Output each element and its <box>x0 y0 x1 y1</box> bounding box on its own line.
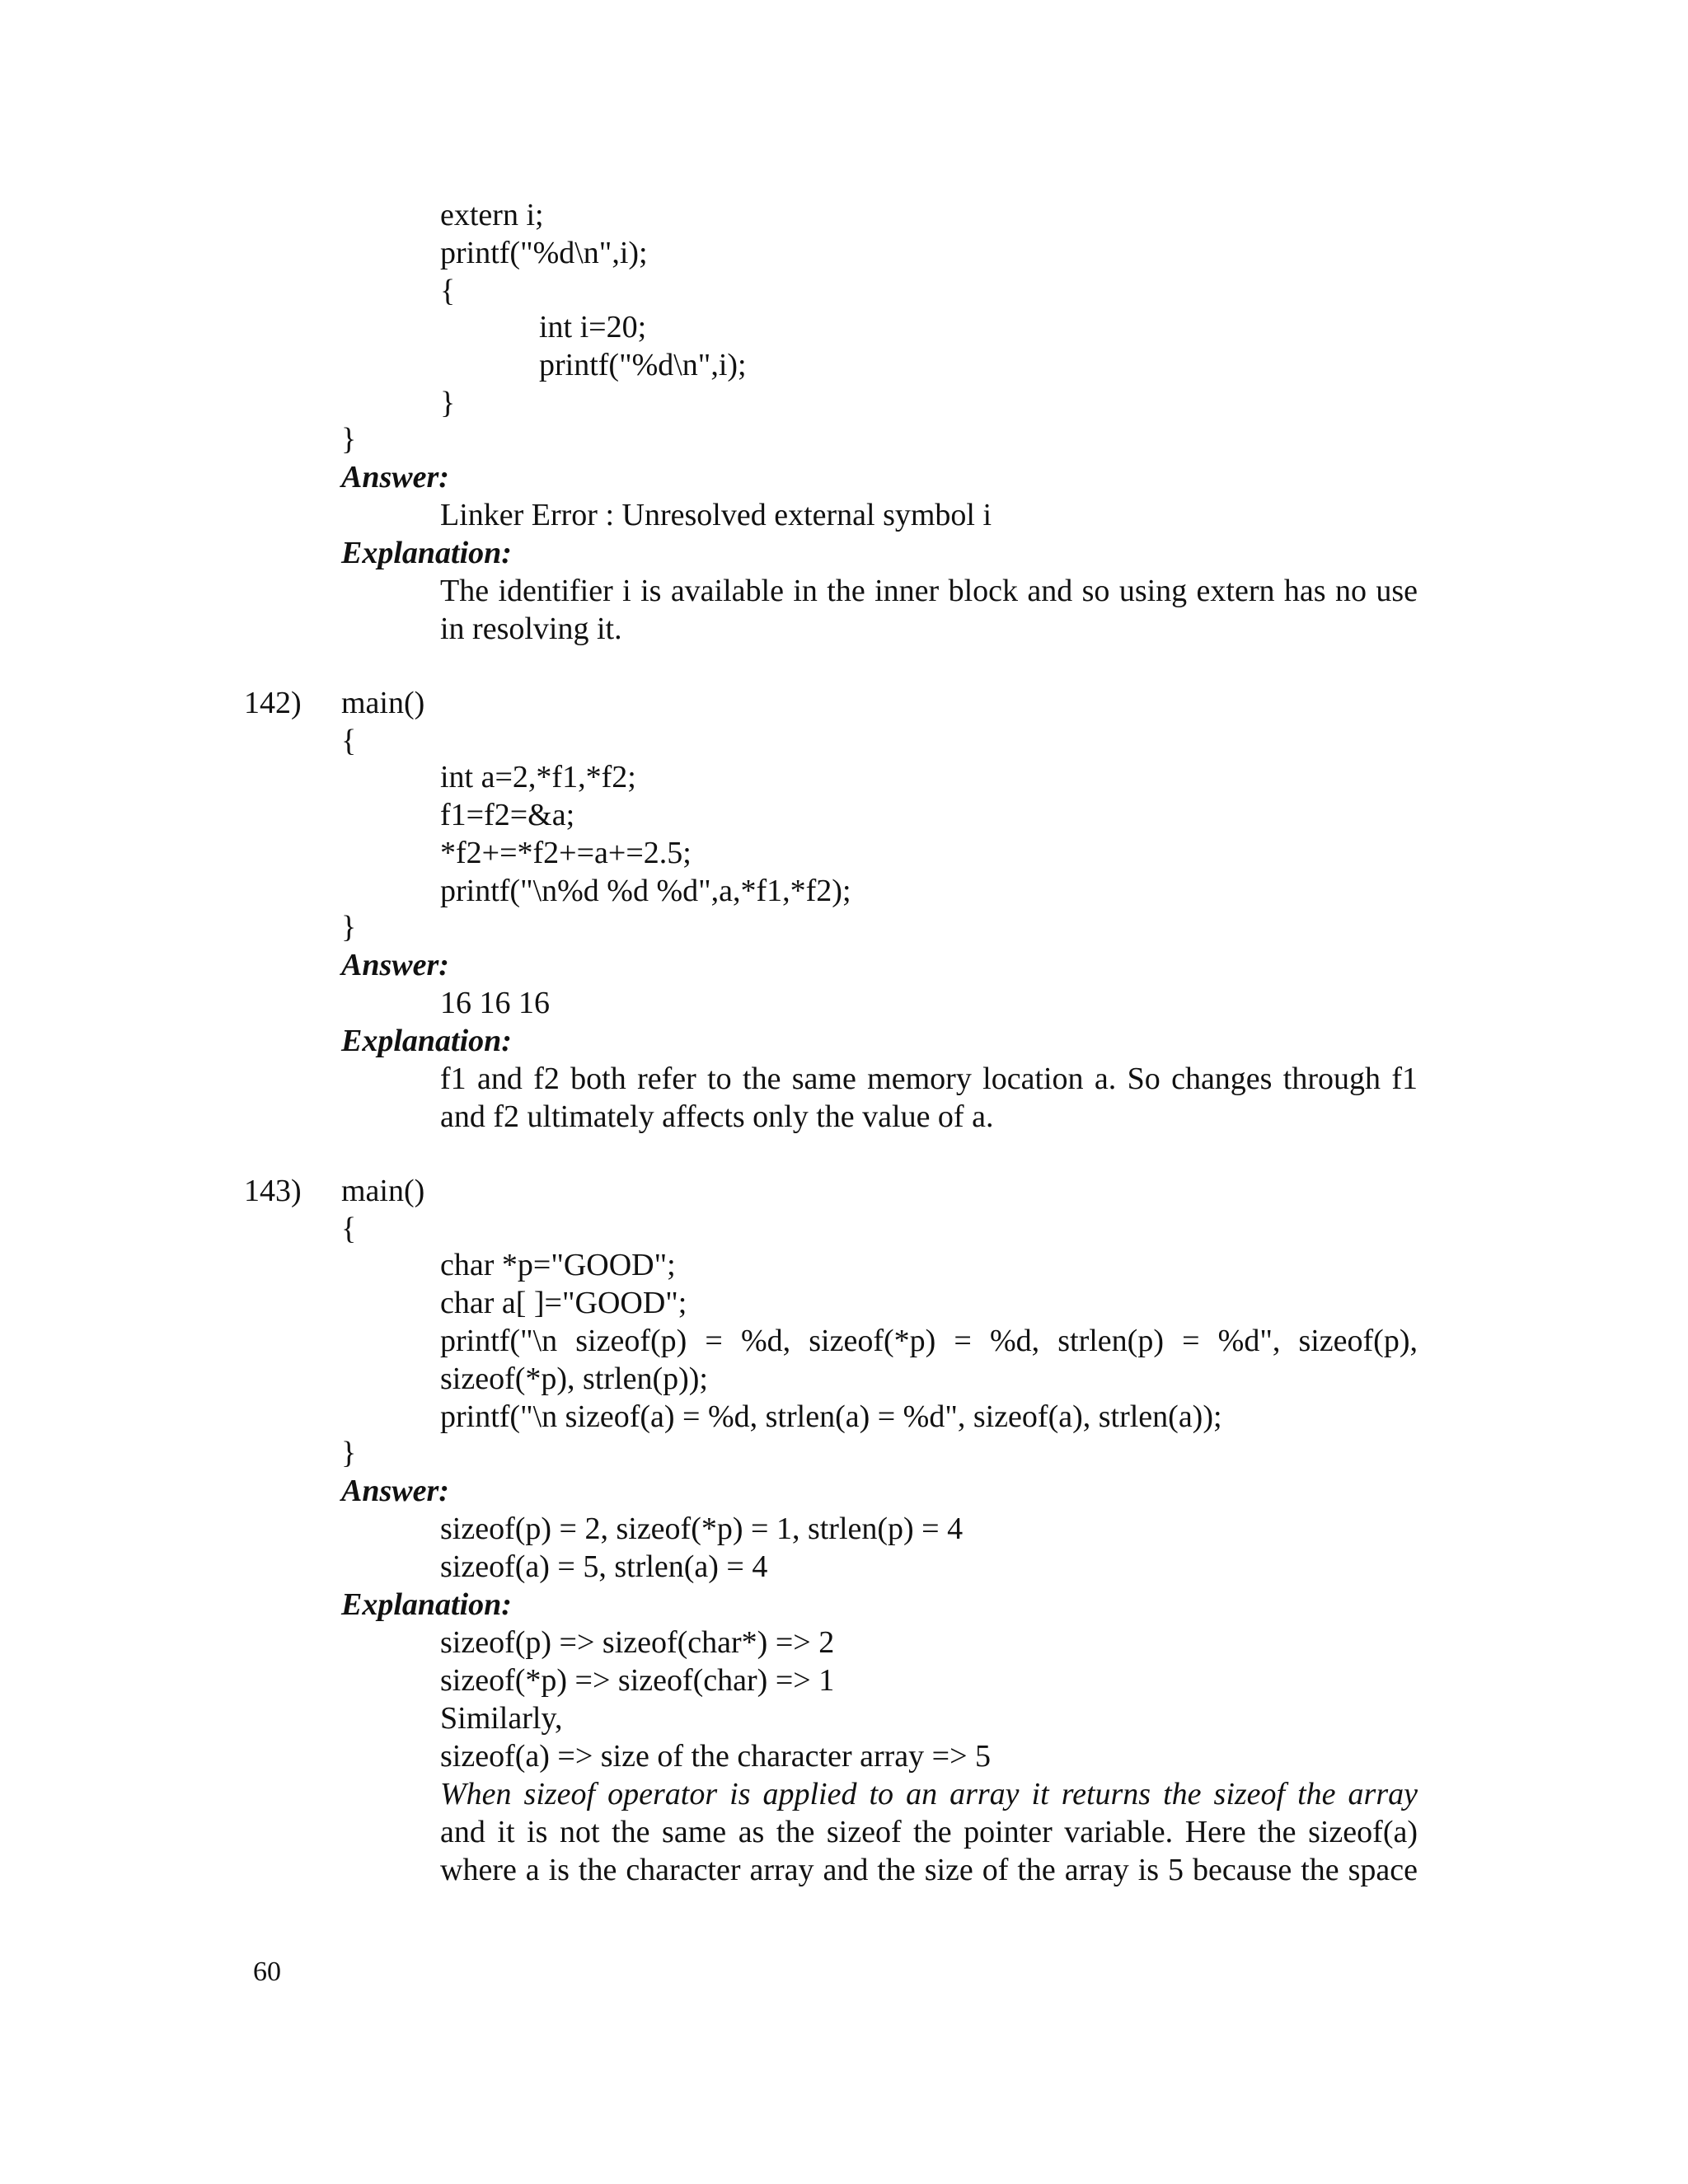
explanation-text: The identifier i is available in the inner block and so using extern has no use <box>440 574 1418 608</box>
code-line: printf("%d\n",i); <box>539 348 747 382</box>
explanation-text: sizeof(p) => sizeof(char*) => 2 <box>440 1625 835 1660</box>
code-line: main() <box>341 1174 425 1208</box>
code-line: printf("\n sizeof(a) = %d, strlen(a) = %d", sizeof(a), strlen(a)); <box>440 1399 1222 1434</box>
code-line: sizeof(*p), strlen(p)); <box>440 1361 708 1396</box>
explanation-text: Similarly, <box>440 1701 563 1736</box>
explanation-text: f1 and f2 both refer to the same memory location a. So changes through f1 <box>440 1062 1418 1096</box>
explanation-text: sizeof(*p) => sizeof(char) => 1 <box>440 1663 835 1698</box>
code-line: char a[ ]="GOOD"; <box>440 1286 687 1320</box>
answer-text: sizeof(p) = 2, sizeof(*p) = 1, strlen(p) = 4 <box>440 1511 964 1546</box>
code-line: extern i; <box>440 198 544 232</box>
answer-text: sizeof(a) = 5, strlen(a) = 4 <box>440 1549 768 1584</box>
code-line: } <box>341 910 357 944</box>
explanation-text: and f2 ultimately affects only the value of a. <box>440 1099 994 1134</box>
code-line: int a=2,*f1,*f2; <box>440 760 636 794</box>
explanation-label: Explanation: <box>341 1587 512 1622</box>
question-number: 143) <box>244 1174 302 1208</box>
code-line: printf("\n sizeof(p) = %d, sizeof(*p) = %d, strlen(p) = %d", sizeof(p), <box>440 1324 1418 1358</box>
explanation-text: and it is not the same as the sizeof the pointer variable. Here the sizeof(a) <box>440 1815 1418 1849</box>
answer-text: 16 16 16 <box>440 986 550 1020</box>
code-line: } <box>341 422 357 457</box>
code-line: printf("\n%d %d %d",a,*f1,*f2); <box>440 874 851 908</box>
code-line: char *p="GOOD"; <box>440 1248 676 1282</box>
explanation-label: Explanation: <box>341 536 512 570</box>
code-line: main() <box>341 686 425 720</box>
page-number: 60 <box>253 1957 281 1987</box>
code-line: } <box>440 386 456 420</box>
code-line: { <box>341 724 357 758</box>
explanation-text: in resolving it. <box>440 612 622 646</box>
code-line: int i=20; <box>539 310 647 344</box>
answer-label: Answer: <box>341 948 449 982</box>
question-number: 142) <box>244 686 302 720</box>
code-line: { <box>440 274 456 308</box>
code-line: { <box>341 1212 357 1246</box>
code-line: printf("%d\n",i); <box>440 236 648 270</box>
code-line: *f2+=*f2+=a+=2.5; <box>440 836 692 870</box>
explanation-text: where a is the character array and the size of the array is 5 because the space <box>440 1853 1418 1887</box>
code-line: f1=f2=&a; <box>440 798 575 832</box>
explanation-text-italic: When sizeof operator is applied to an array it returns the sizeof the array <box>440 1777 1418 1811</box>
explanation-label: Explanation: <box>341 1024 512 1058</box>
answer-text: Linker Error : Unresolved external symbol i <box>440 498 992 532</box>
code-line: } <box>341 1436 357 1470</box>
answer-label: Answer: <box>341 1474 449 1508</box>
explanation-text: sizeof(a) => size of the character array => 5 <box>440 1739 992 1774</box>
answer-label: Answer: <box>341 460 449 494</box>
